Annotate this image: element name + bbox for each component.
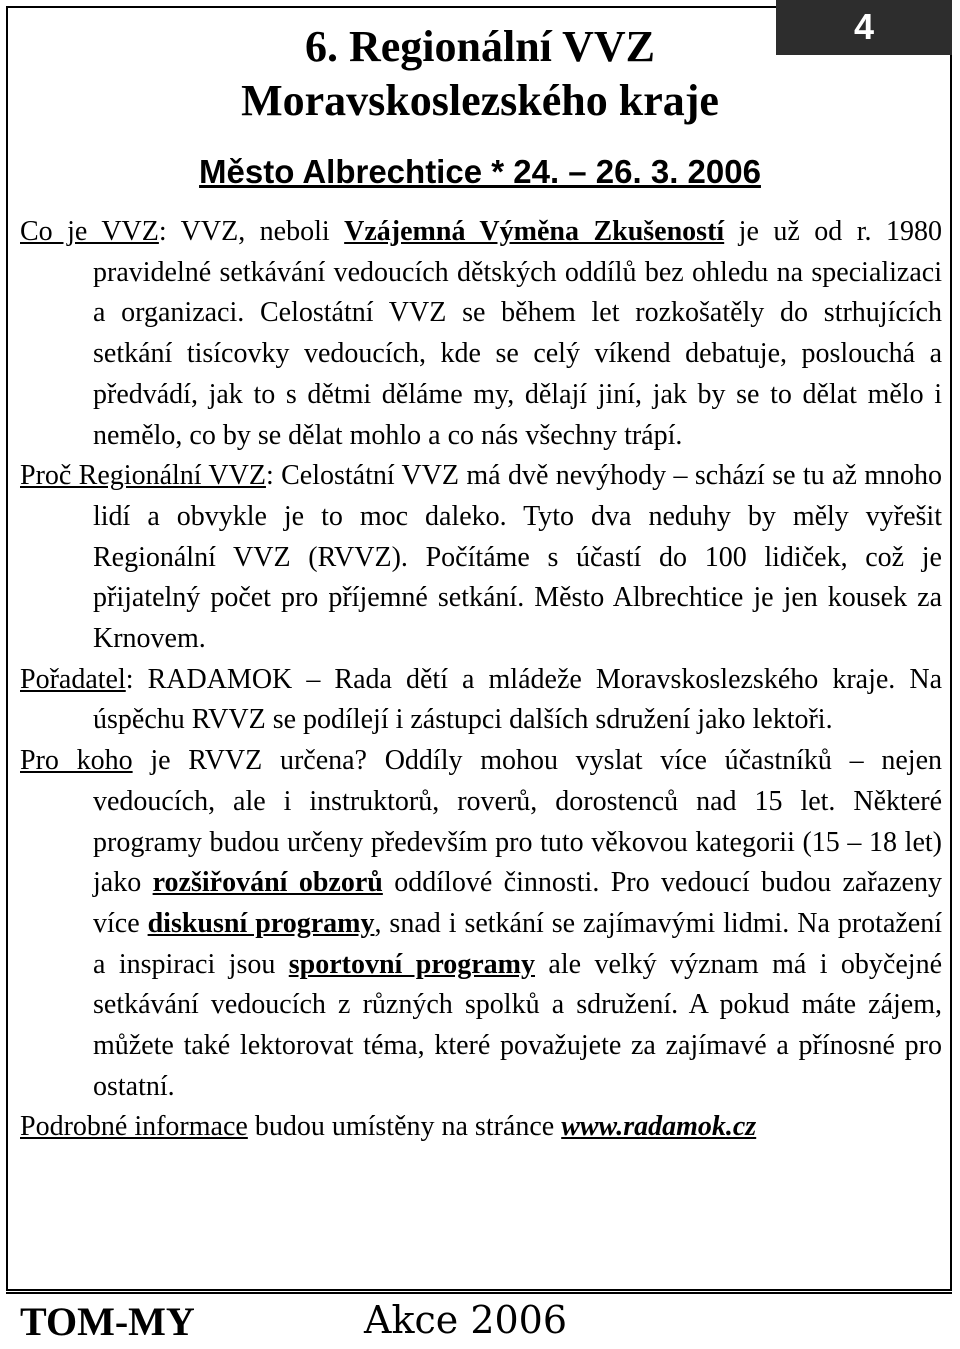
website-link[interactable]: www.radamok.cz bbox=[561, 1111, 757, 1143]
paragraph-for-whom: Pro koho je RVVZ určena? Oddíly mohou vyslat více účastníků – nejen vedoucích, ale i instruktorů, roverů, dorostenců nad 15 let. Některé programy budou určeny především pro tuto věkovou kategorii (15 – 18 let) jako rozšiřování obzorů oddílové činnosti. Pro vedoucí budou zařazeny více diskusní programy, snad i setkání se zajímavými lidmi. Na protažení a inspiraci jsou sportovní programy ale velký význam má i obyčejné setkávání vedoucích z různých spolků a sdružení. A pokud máte zájem, můžete také lektorovat téma, které považujete za zajímavé a přínosné pro ostatní. bbox=[20, 745, 943, 1102]
paragraph-organizer: Pořadatel: RADAMOK – Rada dětí a mládeže Moravskoslezského kraje. Na úspěchu RVVZ se podílejí i zástupci dalších sdružení jako lektoři. bbox=[20, 663, 942, 736]
footer-publication: TOM-MY bbox=[20, 1299, 195, 1344]
paragraph-label: Pořadatel bbox=[20, 663, 126, 695]
page-number: 4 bbox=[853, 6, 875, 47]
page-footer bbox=[6, 1292, 952, 1349]
paragraph-more-info: Podrobné informace budou umístěny na stránce www.radamok.cz bbox=[20, 1111, 757, 1143]
article-body bbox=[20, 212, 942, 1148]
paragraph-label: Co je VVZ bbox=[20, 216, 159, 247]
paragraph-label: Proč Regionální VVZ bbox=[20, 460, 266, 492]
paragraph-what-is-vvz: Co je VVZ: VVZ, neboli Vzájemná Výměna Zkušeností je už od r. 1980 pravidelné setkávání vedoucích dětských oddílů bez ohledu na specializaci a organizaci. Celostátní VVZ se během let rozkošatěly do strhujících setkání tisícovky vedoucích, kde se celý víkend debatuje, poslouchá a předvádí, jak to s dětmi děláme my, dělají jiní, jak by se to dělat mělo i nemělo, co by se dělat mohlo a co nás všechny trápí. bbox=[20, 216, 943, 451]
event-subtitle bbox=[0, 150, 960, 194]
paragraph-label: Podrobné informace bbox=[20, 1111, 248, 1143]
paragraph-label: Pro koho bbox=[20, 745, 133, 777]
page-title-line-1: 6. Regionální VVZ bbox=[304, 22, 656, 71]
event-place-date: Město Albrechtice * 24. – 26. 3. 2006 bbox=[199, 153, 761, 190]
page-number-box bbox=[776, 0, 952, 55]
emphasis-text: rozšiřování obzorů bbox=[152, 867, 383, 899]
page-title-line-2: Moravskoslezského kraje bbox=[241, 76, 719, 125]
paragraph-why-regional: Proč Regionální VVZ: Celostátní VVZ má dvě nevýhody – schází se tu až mnoho lidí a obvykle je to moc daleko. Tyto dva neduhy by měly vyřešit Regionální VVZ (RVVZ). Počítáme s účastí do 100 lidiček, což je přijatelný počet pro příjemné setkání. Město Albrechtice je jen kousek za Krnovem. bbox=[20, 460, 943, 655]
emphasis-text: sportovní programy bbox=[288, 948, 535, 980]
emphasis-text: diskusní programy bbox=[147, 907, 375, 939]
emphasis-text: Vzájemná Výměna Zkušeností bbox=[344, 216, 725, 247]
footer-section: Akce 2006 bbox=[364, 1298, 568, 1342]
